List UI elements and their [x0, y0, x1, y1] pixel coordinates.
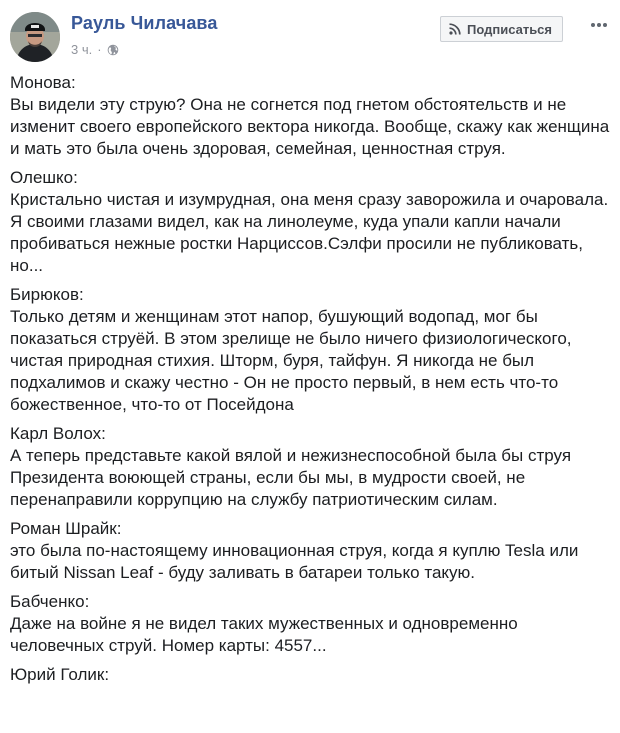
speaker-name: Бирюков: — [10, 285, 84, 304]
quote-entry-biryukov — [10, 284, 615, 416]
quote-text: Кристально чистая и изумрудная, она меня сразу заворожила и очаровала. Я своими глазами видел, как на линолеуме, куда упали капли начали пробиваться нежные ростки Нарциссов.Сэлфи просили не публиковать, но... — [10, 190, 609, 275]
quote-text: Вы видели эту струю? Она не согнется под гнетом обстоятельств и не изменит своего европейского вектора никогда. Вообще, скажу как женщина и мать это была очень здоровая, семейная, ценностная струя. — [10, 95, 610, 158]
more-horizontal-icon[interactable] — [588, 14, 610, 36]
globe-icon[interactable] — [107, 44, 119, 56]
quote-text: А теперь представьте какой вялой и нежизнеспособной была бы струя Президента воюющей страны, если бы мы, в мудрости своей, не перенаправили коррупцию на службу патриотическим силам. — [10, 446, 572, 509]
post-time[interactable]: 3 ч. — [71, 42, 93, 57]
quote-text: Даже на войне я не видел таких мужественных и одновременно человечных струй. Номер карты: 4557... — [10, 614, 518, 655]
meta-separator: · — [97, 42, 102, 57]
quote-text: Только детям и женщинам этот напор, бушующий водопад, мог бы показаться струёй. В этом зрелище не было ничего физиологического, чистая природная стихия. Шторм, буря, тайфун. Я никогда не был подхалимов и скажу честно - Он не просто первый, в нем есть что-то божественное, что-то от Посейдона — [10, 307, 572, 414]
quote-entry-babchenko — [10, 591, 615, 657]
avatar-image — [10, 12, 60, 62]
subscribe-button[interactable] — [440, 16, 563, 42]
speaker-name: Олешко: — [10, 168, 78, 187]
author-name-link[interactable]: Рауль Чилачава — [71, 13, 218, 33]
post-header — [10, 10, 610, 66]
speaker-name: Монова: — [10, 73, 76, 92]
post-body — [10, 72, 615, 693]
post-meta — [71, 42, 119, 57]
quote-entry-oleshko — [10, 167, 615, 277]
speaker-name: Роман Шрайк: — [10, 519, 122, 538]
speaker-name: Бабченко: — [10, 592, 90, 611]
quote-entry-yuriy-golik — [10, 664, 615, 686]
speaker-name: Юрий Голик: — [10, 665, 110, 684]
rss-icon — [449, 23, 461, 35]
subscribe-label: Подписаться — [467, 21, 553, 37]
quote-entry-roman-shraik — [10, 518, 615, 584]
avatar[interactable] — [10, 12, 60, 62]
quote-text: это была по-настоящему инновационная струя, когда я куплю Tesla или битый Nissan Leaf - буду заливать в батареи только такую. — [10, 541, 579, 582]
quote-entry-monova — [10, 72, 615, 160]
quote-entry-karl-volokh — [10, 423, 615, 511]
speaker-name: Карл Волох: — [10, 424, 106, 443]
